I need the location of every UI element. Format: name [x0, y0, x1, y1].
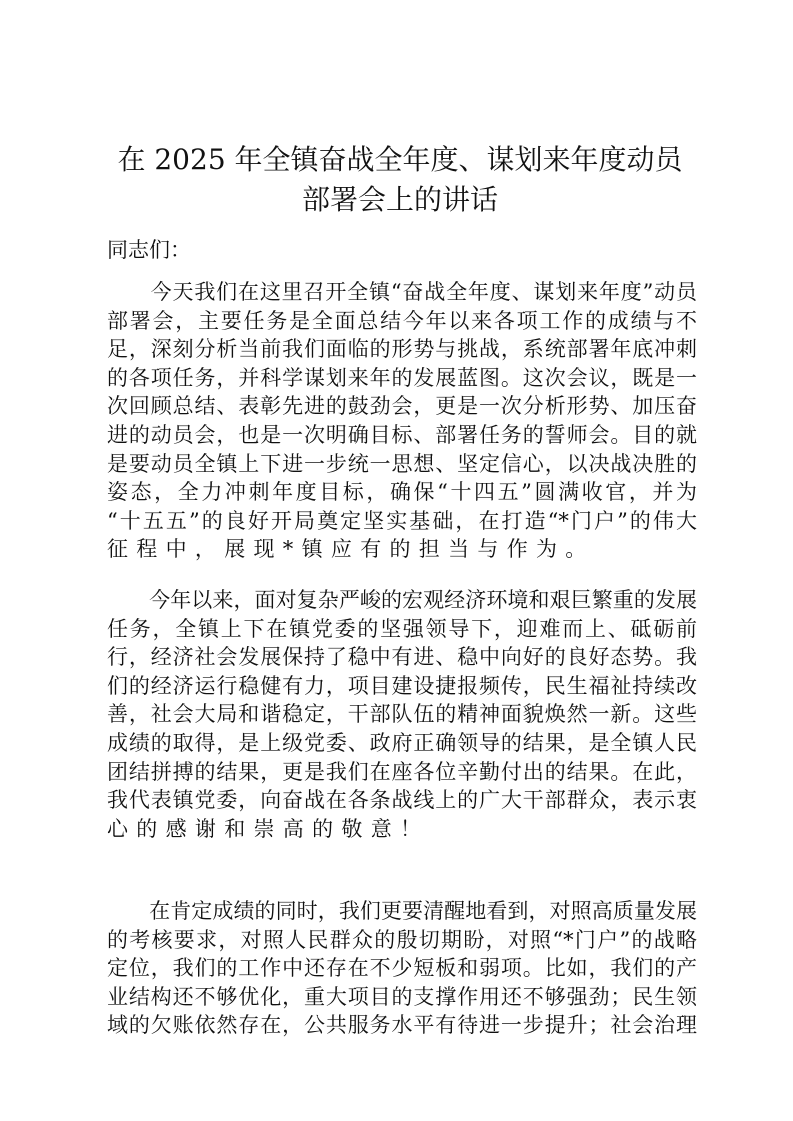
text-line: 域的欠账依然存在，公共服务水平有待进一步提升；社会治理: [107, 1013, 697, 1038]
text-line: “十五五”的良好开局奠定坚实基础，在打造“*门户”的伟大: [107, 508, 697, 533]
text-line: 任务，全镇上下在镇党委的坚强领导下，迎难而上、砥砺前: [107, 616, 697, 641]
text-line: 足，深刻分析当前我们面临的形势与挑战，系统部署年底冲刺: [107, 337, 697, 362]
paragraph-opening: [107, 278, 697, 564]
text-line: 业结构还不够优化，重大项目的支撑作用还不够强劲；民生领: [107, 984, 697, 1009]
salutation: 同志们：: [107, 238, 191, 262]
text-line: 在肯定成绩的同时，我们更要清醒地看到，对照高质量发展: [107, 899, 697, 923]
document-title-line-1: 在 2025 年全镇奋战全年度、谋划来年度动员: [117, 143, 683, 176]
text-line: 次回顾总结、表彰先进的鼓劲会，更是一次分析形势、加压奋: [107, 394, 697, 419]
paragraph-shortcomings: [107, 897, 697, 1040]
text-line: 心的感谢和崇高的敬意！: [107, 816, 430, 841]
text-line: 是要动员全镇上下进一步统一思想、坚定信心，以决战决胜的: [107, 451, 697, 476]
text-line: 征程中，展现*镇应有的担当与作为。: [107, 537, 595, 562]
paragraph-achievements: [107, 586, 697, 843]
text-line: 善，社会大局和谐稳定，干部队伍的精神面貌焕然一新。这些: [107, 702, 697, 727]
text-line: 今年以来，面对复杂严峻的宏观经济环境和艰巨繁重的发展: [107, 588, 697, 612]
text-line: 今天我们在这里召开全镇“奋战全年度、谋划来年度”动员: [107, 280, 697, 304]
text-line: 我代表镇党委，向奋战在各条战线上的广大干部群众，表示衷: [107, 788, 697, 813]
text-line: 的考核要求，对照人民群众的殷切期盼，对照“*门户”的战略: [107, 927, 697, 952]
text-line: 们的经济运行稳健有力，项目建设捷报频传，民生福祉持续改: [107, 673, 697, 698]
text-line: 成绩的取得，是上级党委、政府正确领导的结果，是全镇人民: [107, 730, 697, 755]
text-line: 的各项任务，并科学谋划来年的发展蓝图。这次会议，既是一: [107, 365, 697, 390]
text-line: 进的动员会，也是一次明确目标、部署任务的誓师会。目的就: [107, 422, 697, 447]
text-line: 团结拼搏的结果，更是我们在座各位辛勤付出的结果。在此，: [107, 759, 697, 784]
text-line: 行，经济社会发展保持了稳中有进、稳中向好的良好态势。我: [107, 645, 697, 670]
text-line: 定位，我们的工作中还存在不少短板和弱项。比如，我们的产: [107, 956, 697, 981]
text-line: 部署会，主要任务是全面总结今年以来各项工作的成绩与不: [107, 308, 697, 333]
document-title-line-2: 部署会上的讲话: [301, 183, 498, 216]
text-line: 姿态，全力冲刺年度目标，确保“十四五”圆满收官，并为: [107, 480, 697, 505]
